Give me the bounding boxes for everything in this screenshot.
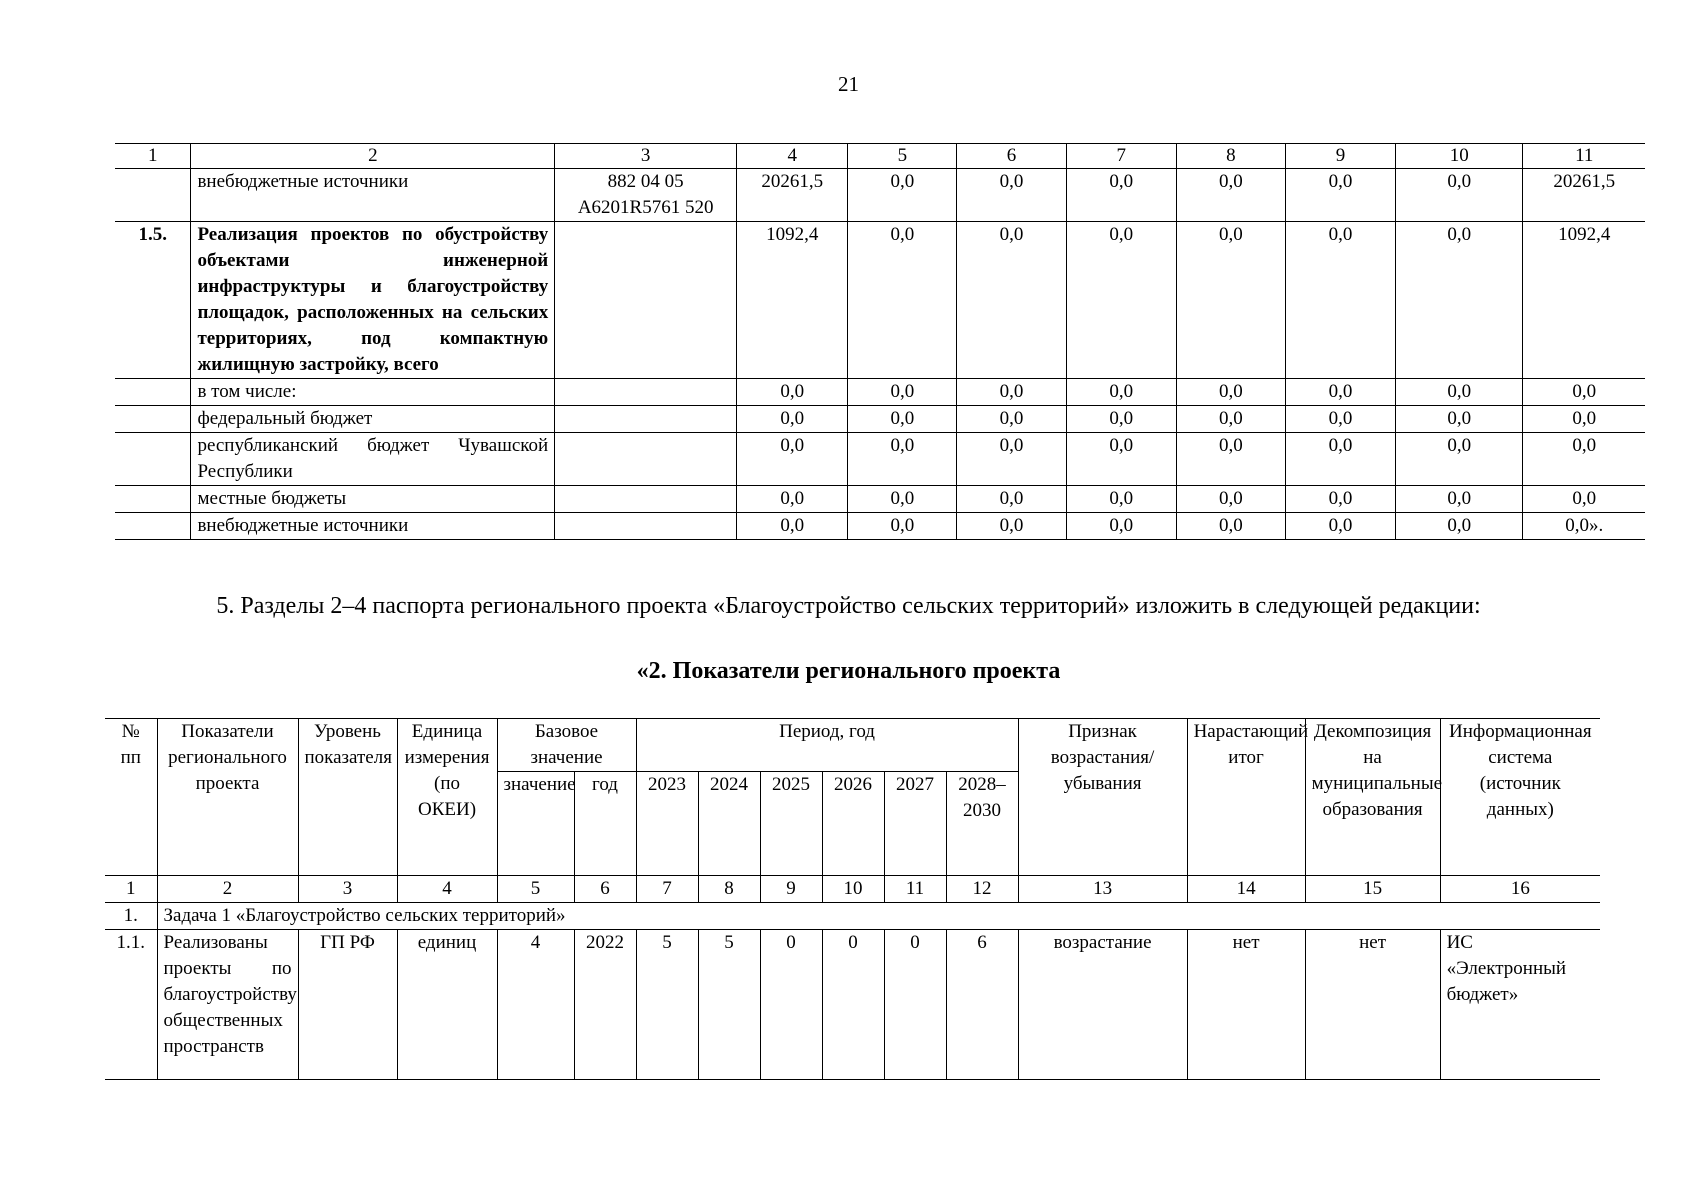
row-value: 0,0 xyxy=(1176,169,1285,222)
header-num: № пп xyxy=(105,719,157,876)
row-year-value: 0 xyxy=(884,930,946,1080)
row-value: 0,0 xyxy=(1285,169,1395,222)
column-number: 8 xyxy=(698,876,760,903)
col-num: 11 xyxy=(1523,144,1645,169)
row-code xyxy=(555,406,737,433)
row-value: 0,0 xyxy=(1285,513,1395,540)
row-level: ГП РФ xyxy=(298,930,397,1080)
page-number: 21 xyxy=(838,72,859,96)
row-name: федеральный бюджет xyxy=(191,406,555,433)
header-period: Период, год xyxy=(636,719,1018,772)
header-year: 2028–2030 xyxy=(946,772,1018,876)
column-number: 1 xyxy=(105,876,157,903)
header-indicator: Показатели регионального проекта xyxy=(157,719,298,876)
column-number: 3 xyxy=(298,876,397,903)
header-base-year: год xyxy=(574,772,636,876)
row-value: 0,0 xyxy=(1396,486,1523,513)
row-num: 1.5. xyxy=(115,222,191,379)
col-num: 8 xyxy=(1176,144,1285,169)
row-num xyxy=(115,169,191,222)
row-value: 1092,4 xyxy=(737,222,848,379)
col-num: 5 xyxy=(848,144,957,169)
row-value: 0,0 xyxy=(1396,222,1523,379)
row-value: 0,0 xyxy=(957,433,1066,486)
header-year: 2024 xyxy=(698,772,760,876)
table-row xyxy=(115,222,1645,379)
row-value: 0,0 xyxy=(1176,486,1285,513)
column-number: 12 xyxy=(946,876,1018,903)
info-system-name: «Электронный бюджет» xyxy=(1446,958,1567,1005)
row-value: 0,0 xyxy=(848,169,957,222)
header-base-value: значение xyxy=(497,772,574,876)
row-name: внебюджетные источники xyxy=(191,513,555,540)
col-num: 3 xyxy=(555,144,737,169)
row-name: местные бюджеты xyxy=(191,486,555,513)
column-number: 6 xyxy=(574,876,636,903)
row-value: 20261,5 xyxy=(1523,169,1645,222)
table-row xyxy=(115,486,1645,513)
col-num: 7 xyxy=(1066,144,1176,169)
header-decomposition: Декомпозиция на муниципальные образования xyxy=(1305,719,1440,876)
column-number: 16 xyxy=(1440,876,1600,903)
row-year-value: 6 xyxy=(946,930,1018,1080)
col-num: 2 xyxy=(191,144,555,169)
row-value: 0,0 xyxy=(1396,169,1523,222)
table-header-row xyxy=(115,144,1645,169)
header-base: Базовое значение xyxy=(497,719,636,772)
header-cumulative: Нарастающий итог xyxy=(1187,719,1305,876)
row-value: 0,0 xyxy=(1176,433,1285,486)
row-decomposition: нет xyxy=(1305,930,1440,1080)
column-numbers-row xyxy=(105,876,1600,903)
row-value: 0,0 xyxy=(737,406,848,433)
row-value: 20261,5 xyxy=(737,169,848,222)
row-value: 0,0 xyxy=(848,513,957,540)
row-value: 0,0 xyxy=(1396,433,1523,486)
row-value: 0,0 xyxy=(1396,406,1523,433)
row-value: 0,0 xyxy=(957,222,1066,379)
row-year-value: 0 xyxy=(760,930,822,1080)
row-code xyxy=(555,486,737,513)
row-value: 0,0 xyxy=(957,169,1066,222)
row-value: 0,0 xyxy=(957,486,1066,513)
column-number: 10 xyxy=(822,876,884,903)
column-number: 2 xyxy=(157,876,298,903)
row-value: 0,0 xyxy=(737,486,848,513)
info-system-abbr: ИС xyxy=(1446,932,1473,953)
row-base-year: 2022 xyxy=(574,930,636,1080)
header-level: Уровень показателя xyxy=(298,719,397,876)
indicator-row xyxy=(105,930,1600,1080)
row-code xyxy=(555,513,737,540)
row-value: 0,0 xyxy=(848,433,957,486)
row-value: 0,0 xyxy=(1066,222,1176,379)
amendment-paragraph: 5. Разделы 2–4 паспорта регионального проекта «Благоустройство сельских территорий» изложить в следующей редакции: xyxy=(216,593,1481,619)
row-info-system xyxy=(1440,930,1600,1080)
row-value: 0,0 xyxy=(957,406,1066,433)
row-value: 0,0». xyxy=(1523,513,1645,540)
row-value: 0,0 xyxy=(1176,513,1285,540)
col-num: 4 xyxy=(737,144,848,169)
row-value: 0,0 xyxy=(848,222,957,379)
col-num: 10 xyxy=(1396,144,1523,169)
row-base-value: 4 xyxy=(497,930,574,1080)
column-number: 4 xyxy=(397,876,497,903)
row-name: внебюджетные источники xyxy=(191,169,555,222)
row-code xyxy=(555,222,737,379)
row-value: 0,0 xyxy=(848,406,957,433)
row-value: 1092,4 xyxy=(1523,222,1645,379)
row-value: 0,0 xyxy=(1176,406,1285,433)
row-value: 0,0 xyxy=(1285,222,1395,379)
task-row xyxy=(105,903,1600,930)
row-value: 0,0 xyxy=(1176,379,1285,406)
indicators-table xyxy=(105,718,1600,1080)
row-value: 0,0 xyxy=(737,433,848,486)
row-cumulative: нет xyxy=(1187,930,1305,1080)
header-unit: Единица измерения (по ОКЕИ) xyxy=(397,719,497,876)
table-row xyxy=(115,433,1645,486)
row-value: 0,0 xyxy=(1285,406,1395,433)
col-num: 1 xyxy=(115,144,191,169)
row-year-value: 0 xyxy=(822,930,884,1080)
header-year: 2026 xyxy=(822,772,884,876)
row-value: 0,0 xyxy=(1066,486,1176,513)
task-text: Задача 1 «Благоустройство сельских территорий» xyxy=(157,903,1600,930)
row-code xyxy=(555,169,737,222)
row-value: 0,0 xyxy=(848,379,957,406)
row-value: 0,0 xyxy=(1523,486,1645,513)
column-number: 9 xyxy=(760,876,822,903)
task-num: 1. xyxy=(105,903,157,930)
column-number: 15 xyxy=(1305,876,1440,903)
col-num: 9 xyxy=(1285,144,1395,169)
row-indicator: Реализованы проекты по благоустройству общественных пространств xyxy=(157,930,298,1080)
row-value: 0,0 xyxy=(1176,222,1285,379)
row-name: республиканский бюджет Чувашской Республики xyxy=(191,433,555,486)
row-value: 0,0 xyxy=(1285,379,1395,406)
row-value: 0,0 xyxy=(1285,486,1395,513)
row-value: 0,0 xyxy=(1523,379,1645,406)
row-unit: единиц xyxy=(397,930,497,1080)
header-year: 2027 xyxy=(884,772,946,876)
row-num xyxy=(115,433,191,486)
header-trend: Признак возрастания/убывания xyxy=(1018,719,1187,876)
row-year-value: 5 xyxy=(636,930,698,1080)
col-num: 6 xyxy=(957,144,1066,169)
financing-table xyxy=(115,143,1645,540)
row-num xyxy=(115,406,191,433)
table-row xyxy=(115,169,1645,222)
header-info-system: Информационная система (источник данных) xyxy=(1440,719,1600,876)
row-value: 0,0 xyxy=(1523,406,1645,433)
column-number: 13 xyxy=(1018,876,1187,903)
column-number: 11 xyxy=(884,876,946,903)
code-line: A6201R5761 520 xyxy=(577,197,714,218)
row-value: 0,0 xyxy=(1396,379,1523,406)
row-num xyxy=(115,486,191,513)
row-code xyxy=(555,433,737,486)
row-value: 0,0 xyxy=(957,513,1066,540)
row-code xyxy=(555,379,737,406)
section-title: «2. Показатели регионального проекта xyxy=(636,658,1061,684)
row-trend: возрастание xyxy=(1018,930,1187,1080)
row-name: Реализация проектов по обустройству объектами инженерной инфраструктуры и благоустройству площадок, расположенных на сельских территориях, под компактную жилищную застройку, всего xyxy=(191,222,555,379)
column-number: 7 xyxy=(636,876,698,903)
table-row xyxy=(115,406,1645,433)
row-value: 0,0 xyxy=(1066,406,1176,433)
row-value: 0,0 xyxy=(1285,433,1395,486)
row-value: 0,0 xyxy=(848,486,957,513)
header-year: 2023 xyxy=(636,772,698,876)
row-num: 1.1. xyxy=(105,930,157,1080)
row-value: 0,0 xyxy=(1066,433,1176,486)
row-value: 0,0 xyxy=(1396,513,1523,540)
row-value: 0,0 xyxy=(957,379,1066,406)
row-num xyxy=(115,513,191,540)
row-value: 0,0 xyxy=(1066,169,1176,222)
table-row xyxy=(115,513,1645,540)
row-value: 0,0 xyxy=(1523,433,1645,486)
row-value: 0,0 xyxy=(737,513,848,540)
header-year: 2025 xyxy=(760,772,822,876)
row-value: 0,0 xyxy=(737,379,848,406)
table-row xyxy=(115,379,1645,406)
row-name: в том числе: xyxy=(191,379,555,406)
column-number: 5 xyxy=(497,876,574,903)
code-line: 882 04 05 xyxy=(607,171,684,192)
row-value: 0,0 xyxy=(1066,379,1176,406)
row-year-value: 5 xyxy=(698,930,760,1080)
row-num xyxy=(115,379,191,406)
column-number: 14 xyxy=(1187,876,1305,903)
row-value: 0,0 xyxy=(1066,513,1176,540)
